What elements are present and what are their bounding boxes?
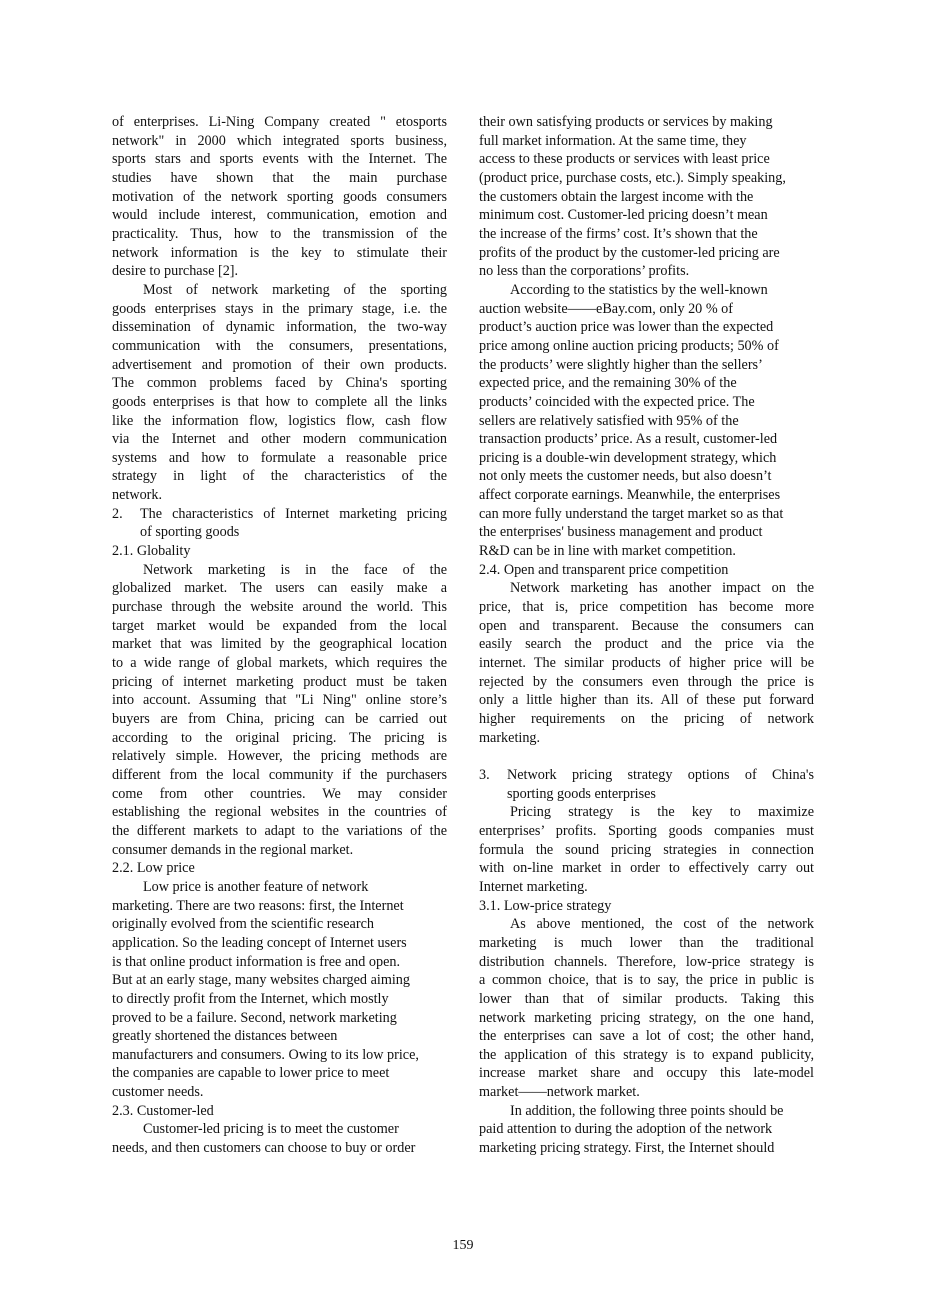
text-line: network marketing pricing strategy, on the one hand,	[479, 1009, 814, 1026]
text-line: market——network market.	[479, 1084, 640, 1101]
text-line: lower than that of similar products. Taking this	[479, 990, 814, 1007]
text-line: increase market share and occupy this late-model	[479, 1065, 814, 1082]
text-line: advertisement and promotion of their own products.	[112, 356, 447, 373]
text-line: price, that is, price competition has become more	[479, 599, 814, 616]
text-line: proved to be a failure. Second, network marketing	[112, 1009, 397, 1026]
text-line: Network marketing is in the face of the	[143, 561, 447, 578]
text-line: strategy in light of the characteristics of the	[112, 468, 447, 485]
text-line: products’ coincided with the expected price. The	[479, 393, 755, 410]
paragraph	[479, 803, 814, 896]
text-line: Internet marketing.	[479, 878, 588, 895]
paragraph	[479, 1102, 814, 1158]
section-heading	[112, 505, 447, 542]
text-line: Customer-led pricing is to meet the customer	[143, 1121, 399, 1138]
text-line: As above mentioned, the cost of the network	[510, 916, 814, 933]
text-line: network" in 2000 which integrated sports business,	[112, 132, 447, 149]
text-line: rejected by the consumers even through the price is	[479, 673, 814, 690]
paragraph	[479, 579, 814, 747]
text-line: is that online product information is free and open.	[112, 953, 401, 970]
text-line: not only meets the customer needs, but also doesn’t	[479, 468, 772, 485]
text-line: relatively simple. However, the pricing methods are	[112, 748, 447, 765]
text-line: according to the original pricing. The pricing is	[112, 729, 447, 746]
text-line: the enterprises' business management and product	[479, 524, 763, 541]
text-line: greatly shortened the distances between	[112, 1028, 338, 1045]
paragraph	[112, 878, 447, 1102]
text-line: their own satisfying products or services by making	[479, 114, 773, 130]
spacer	[479, 747, 814, 766]
text-line: application. So the leading concept of Internet users	[112, 934, 407, 951]
subsection-heading	[479, 561, 814, 580]
text-line: goods enterprises is that how to complete all the links	[112, 393, 447, 410]
text-line: the different markets to adapt to the variations of the	[112, 822, 447, 839]
text-line: come from other countries. We may consider	[112, 785, 447, 802]
text-line: pricing is a double-win development strategy, which	[479, 449, 777, 466]
text-line: purchase through the website around the world. This	[112, 599, 447, 616]
subsection-heading	[112, 859, 447, 878]
text-line: The characteristics of Internet marketing pricing	[140, 505, 447, 522]
text-line: desire to purchase [2].	[112, 263, 239, 280]
text-line: a common choice, that is to say, the price in public is	[479, 972, 814, 989]
subsection-heading	[479, 897, 814, 916]
paragraph	[112, 281, 447, 505]
text-line: originally evolved from the scientific research	[112, 916, 374, 933]
paragraph	[112, 1120, 447, 1157]
text-line: the companies are capable to lower price to meet	[112, 1065, 390, 1082]
text-line: practicality. Thus, how to the transmission of the	[112, 225, 447, 242]
text-line: studies have shown that the main purchase	[112, 169, 447, 186]
text-line: systems and how to formulate a reasonable price	[112, 449, 447, 466]
text-line: communication with the consumers, presentations,	[112, 337, 447, 354]
text-line: goods enterprises stays in the primary stage, i.e. the	[112, 300, 447, 317]
text-line: network.	[112, 487, 163, 504]
text-line: 3.1. Low-price strategy	[479, 897, 612, 914]
text-line: The common problems faced by China's sporting	[112, 375, 447, 392]
text-line: via the Internet and other modern communication	[112, 431, 447, 448]
page-number: 159	[452, 1238, 474, 1253]
text-line: internet. The similar products of higher price will be	[479, 655, 814, 672]
text-line: distribution channels. Therefore, low-price strategy is	[479, 953, 814, 970]
paragraph	[479, 113, 814, 281]
text-line: network information is the key to stimulate their	[112, 244, 447, 261]
text-line: no less than the corporations’ profits.	[479, 263, 690, 280]
text-line	[479, 747, 814, 766]
text-line: paid attention to during the adoption of the network	[479, 1121, 773, 1138]
text-line: market that was limited by the geographical location	[112, 636, 447, 653]
section-heading	[479, 766, 814, 803]
text-line: of sporting goods	[140, 524, 240, 541]
text-line: 2.4. Open and transparent price competition	[479, 561, 729, 578]
text-line: to directly profit from the Internet, which mostly	[112, 990, 389, 1007]
text-line: to a wide range of global markets, which requires the	[112, 655, 447, 672]
text-line: 2.1. Globality	[112, 543, 191, 560]
subsection-heading	[112, 542, 447, 561]
text-line: transaction products’ price. As a result, customer-led	[479, 431, 778, 448]
text-line: the products’ were slightly higher than the sellers’	[479, 356, 763, 373]
text-line: According to the statistics by the well-known	[510, 281, 768, 298]
text-line: marketing pricing strategy. First, the Internet should	[479, 1140, 775, 1157]
text-line: higher requirements on the pricing of network	[479, 711, 814, 727]
text-line: But at an early stage, many websites charged aiming	[112, 972, 410, 989]
paragraph	[479, 281, 814, 561]
text-line: establishing the regional websites in the countries of	[112, 804, 447, 821]
text-line: R&D can be in line with market competition.	[479, 543, 736, 560]
text-line: the customers obtain the largest income with the	[479, 188, 754, 205]
text-line: the enterprises can save a lot of cost; the other hand,	[479, 1028, 814, 1045]
text-line: price among online auction pricing products; 50% of	[479, 337, 779, 354]
text-line: globalized market. The users can easily make a	[112, 580, 447, 597]
text-line: the increase of the firms’ cost. It’s shown that the	[479, 225, 758, 242]
text-line: sporting goods enterprises	[507, 785, 656, 802]
text-line: (product price, purchase costs, etc.). Simply speaking,	[479, 169, 786, 186]
text-line: enterprises’ profits. Sporting goods companies must	[479, 822, 814, 839]
text-line: pricing of internet marketing product must be taken	[112, 673, 447, 690]
text-line: Network pricing strategy options of China's	[507, 766, 814, 783]
text-line: 2.3. Customer-led	[112, 1102, 214, 1119]
text-line: buyers are from China, pricing can be carried out	[112, 711, 447, 727]
paragraph	[112, 113, 447, 281]
text-line: of enterprises. Li-Ning Company created " etosports	[112, 114, 447, 130]
text-line: affect corporate earnings. Meanwhile, the enterprises	[479, 487, 781, 504]
text-line: Most of network marketing of the sporting	[143, 281, 447, 298]
section-number: 2.	[112, 505, 123, 522]
section-number: 3.	[479, 766, 490, 783]
text-line: expected price, and the remaining 30% of the	[479, 375, 737, 392]
text-line: 2.2. Low price	[112, 860, 195, 877]
text-line: into account. Assuming that "Li Ning" online store’s	[112, 692, 447, 709]
text-line: access to these products or services with least price	[479, 151, 770, 168]
text-line: manufacturers and consumers. Owing to its low price,	[112, 1046, 419, 1063]
left-column	[112, 113, 447, 1158]
text-line: marketing.	[479, 729, 541, 746]
text-line: minimum cost. Customer-led pricing doesn’t mean	[479, 207, 768, 224]
paragraph	[479, 915, 814, 1102]
text-line: target market would be expanded from the local	[112, 617, 447, 634]
text-line: marketing is much lower than the traditional	[479, 934, 814, 951]
text-line: Network marketing has another impact on the	[510, 580, 814, 597]
right-column	[479, 113, 814, 1158]
text-line: marketing. There are two reasons: first, the Internet	[112, 897, 404, 914]
text-line: full market information. At the same time, they	[479, 132, 747, 149]
text-line: dissemination of dynamic information, the two-way	[112, 319, 447, 336]
text-line: motivation of the network sporting goods consumers	[112, 188, 447, 205]
text-line: profits of the product by the customer-led pricing are	[479, 244, 780, 261]
text-line: product’s auction price was lower than the expected	[479, 319, 774, 336]
text-line: customer needs.	[112, 1084, 204, 1101]
text-line: with on-line market in order to effectively carry out	[479, 860, 814, 877]
text-line: In addition, the following three points should be	[510, 1102, 784, 1119]
text-line: Pricing strategy is the key to maximize	[510, 804, 814, 821]
text-line: sports stars and sports events with the Internet. The	[112, 151, 447, 168]
text-line: would include interest, communication, emotion and	[112, 207, 447, 224]
text-line: like the information flow, logistics flow, cash flow	[112, 412, 447, 429]
text-line: easily search the product and the price via the	[479, 636, 814, 653]
text-line: consumer demands in the regional market.	[112, 841, 354, 858]
text-line: the application of this strategy is to expand publicity,	[479, 1046, 814, 1063]
text-line: open and transparent. Because the consumers can	[479, 617, 814, 634]
text-line: can more fully understand the target market so as that	[479, 505, 784, 522]
text-line: needs, and then customers can choose to buy or order	[112, 1140, 416, 1157]
paragraph	[112, 561, 447, 860]
text-line: formula the sound pricing strategies in connection	[479, 841, 814, 858]
text-line: only a little higher than its. All of these put forward	[479, 692, 814, 709]
subsection-heading	[112, 1102, 447, 1121]
text-line: sellers are relatively satisfied with 95% of the	[479, 412, 739, 429]
text-line: auction website——eBay.com, only 20 % of	[479, 300, 734, 317]
text-line: Low price is another feature of network	[143, 878, 369, 895]
text-line: different from the local community if the purchasers	[112, 766, 447, 783]
